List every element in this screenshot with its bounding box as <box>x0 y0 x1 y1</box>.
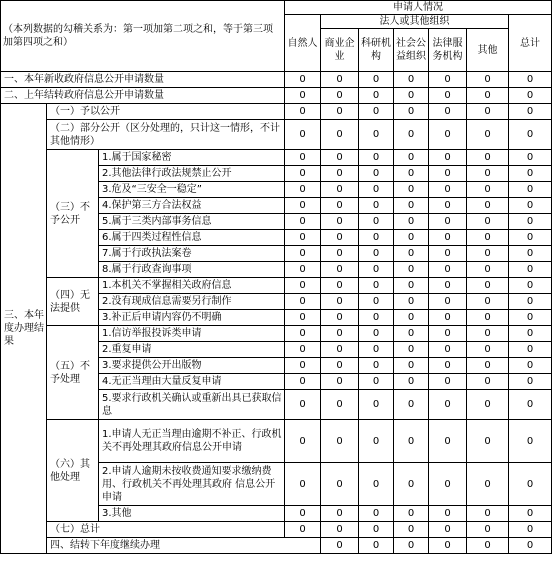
cell-value: 0 <box>285 166 321 182</box>
cell-value: 0 <box>429 294 467 310</box>
cell-value: 0 <box>394 278 429 294</box>
cell-value: 0 <box>509 326 552 342</box>
cell-value: 0 <box>285 120 321 150</box>
cell-value: 0 <box>359 310 394 326</box>
row-label: 2.没有现成信息需要另行制作 <box>99 294 285 310</box>
row-label: 3.补正后申请内容仍不明确 <box>99 310 285 326</box>
cell-value: 0 <box>321 214 359 230</box>
cell-value: 0 <box>321 342 359 358</box>
cell-value: 0 <box>429 522 467 538</box>
cell-value: 0 <box>467 104 509 120</box>
cell-value: 0 <box>509 374 552 390</box>
row-label: 7.属于行政执法案卷 <box>99 246 285 262</box>
cell-value: 0 <box>321 182 359 198</box>
cell-value: 0 <box>429 278 467 294</box>
cell-value: 0 <box>394 166 429 182</box>
cell-value: 0 <box>359 104 394 120</box>
cell-value: 0 <box>509 198 552 214</box>
cell-value: 0 <box>429 342 467 358</box>
cell-value: 0 <box>429 150 467 166</box>
cell-value: 0 <box>509 166 552 182</box>
cell-value: 0 <box>359 262 394 278</box>
cell-value: 0 <box>467 506 509 522</box>
row-label: 2.申请人逾期未按收费通知要求缴纳费用、行政机关不再处理其政府 信息公开申请 <box>99 463 285 506</box>
cell-value: 0 <box>509 420 552 463</box>
cell-value: 0 <box>467 230 509 246</box>
cell-value: 0 <box>509 246 552 262</box>
cell-value: 0 <box>509 522 552 538</box>
row-label: 8.属于行政查询事项 <box>99 262 285 278</box>
group-label: （五）不予处理 <box>47 326 99 420</box>
table-row <box>1 522 552 538</box>
cell-value: 0 <box>429 246 467 262</box>
cell-value: 0 <box>321 358 359 374</box>
cell-value: 0 <box>509 214 552 230</box>
cell-value: 0 <box>321 150 359 166</box>
row-label: 1.信访举报投诉类申请 <box>99 326 285 342</box>
cell-value: 0 <box>321 326 359 342</box>
cell-value: 0 <box>285 522 321 538</box>
cell-value: 0 <box>429 72 467 88</box>
cell-value: 0 <box>285 358 321 374</box>
cell-value: 0 <box>321 506 359 522</box>
cell-value: 0 <box>467 262 509 278</box>
row-label: 3.要求提供公开出版物 <box>99 358 285 374</box>
legal-service-header: 法律服务机构 <box>429 29 467 72</box>
cell-value: 0 <box>321 390 359 420</box>
research-header: 科研机构 <box>359 29 394 72</box>
cell-value: 0 <box>321 246 359 262</box>
cell-value: 0 <box>285 198 321 214</box>
row-label: （七）总计 <box>47 522 285 538</box>
cell-value: 0 <box>285 390 321 420</box>
cell-value: 0 <box>509 278 552 294</box>
cell-value: 0 <box>285 230 321 246</box>
cell-value: 0 <box>359 166 394 182</box>
row-label: 5.要求行政机关确认或重新出具已获取信息 <box>99 390 285 420</box>
cell-value: 0 <box>321 72 359 88</box>
cell-value: 0 <box>509 506 552 522</box>
cell-value: 0 <box>394 230 429 246</box>
cell-value: 0 <box>285 326 321 342</box>
cell-value: 0 <box>394 342 429 358</box>
cell-value: 0 <box>285 310 321 326</box>
table-row <box>1 88 552 104</box>
cell-value: 0 <box>321 166 359 182</box>
cell-value: 0 <box>467 246 509 262</box>
cell-value: 0 <box>359 150 394 166</box>
cell-value: 0 <box>394 310 429 326</box>
cell-value: 0 <box>394 120 429 150</box>
cell-value: 0 <box>467 72 509 88</box>
cell-value: 0 <box>467 342 509 358</box>
cell-value: 0 <box>467 522 509 538</box>
cell-value: 0 <box>509 390 552 420</box>
cell-value: 0 <box>394 538 429 554</box>
commercial-header: 商业企业 <box>321 29 359 72</box>
cell-value: 0 <box>359 522 394 538</box>
cell-value: 0 <box>394 463 429 506</box>
row-label: 4.保护第三方合法权益 <box>99 198 285 214</box>
cell-value: 0 <box>429 262 467 278</box>
cell-value: 0 <box>359 198 394 214</box>
cell-value: 0 <box>509 262 552 278</box>
cell-value: 0 <box>429 230 467 246</box>
cell-value: 0 <box>359 326 394 342</box>
cell-value: 0 <box>429 538 467 554</box>
cell-value: 0 <box>467 358 509 374</box>
cell-value: 0 <box>467 326 509 342</box>
cell-value: 0 <box>359 463 394 506</box>
row-label: 2.重复申请 <box>99 342 285 358</box>
cell-value: 0 <box>359 246 394 262</box>
cell-value: 0 <box>394 506 429 522</box>
group-label: （三）不予公开 <box>47 150 99 278</box>
applicant-info-header: 申请人情况 <box>285 1 552 15</box>
cell-value: 0 <box>285 88 321 104</box>
cell-value: 0 <box>321 278 359 294</box>
cell-value: 0 <box>359 230 394 246</box>
cell-value: 0 <box>429 463 467 506</box>
row-label: 3.其他 <box>99 506 285 522</box>
row-label: 一、本年新收政府信息公开申请数量 <box>1 72 285 88</box>
cell-value: 0 <box>285 506 321 522</box>
cell-value: 0 <box>359 374 394 390</box>
cell-value: 0 <box>394 150 429 166</box>
cell-value: 0 <box>394 72 429 88</box>
row-label: 6.属于四类过程性信息 <box>99 230 285 246</box>
row-label: （二）部分公开（区分处理的，只计这一情形，不计其他情形） <box>47 120 285 150</box>
row-label: 4.无正当理由大量反复申请 <box>99 374 285 390</box>
cell-value: 0 <box>359 506 394 522</box>
row-label: 2.其他法律行政法规禁止公开 <box>99 166 285 182</box>
cell-value: 0 <box>467 374 509 390</box>
cell-value: 0 <box>359 358 394 374</box>
cell-value: 0 <box>321 120 359 150</box>
cell-value: 0 <box>467 150 509 166</box>
cell-value: 0 <box>285 72 321 88</box>
cell-value: 0 <box>321 88 359 104</box>
cell-value: 0 <box>429 390 467 420</box>
row-label: 1.本机关不掌握相关政府信息 <box>99 278 285 294</box>
cell-value: 0 <box>429 120 467 150</box>
cell-value: 0 <box>394 88 429 104</box>
cell-value: 0 <box>429 310 467 326</box>
cell-value: 0 <box>359 214 394 230</box>
cell-value: 0 <box>509 230 552 246</box>
cell-value: 0 <box>285 150 321 166</box>
table-row <box>1 278 552 294</box>
cell-value: 0 <box>467 310 509 326</box>
cell-value: 0 <box>285 214 321 230</box>
table-row <box>1 72 552 88</box>
cell-value: 0 <box>285 278 321 294</box>
cell-value: 0 <box>509 182 552 198</box>
cell-value: 0 <box>359 182 394 198</box>
cell-value: 0 <box>394 262 429 278</box>
cell-value: 0 <box>509 294 552 310</box>
cell-value: 0 <box>285 374 321 390</box>
total-header: 总计 <box>509 15 552 72</box>
cell-value: 0 <box>359 390 394 420</box>
cell-value: 0 <box>467 294 509 310</box>
table-row <box>1 120 552 150</box>
cell-value: 0 <box>394 198 429 214</box>
cell-value: 0 <box>321 522 359 538</box>
row-label: 3.危及“三安全一稳定” <box>99 182 285 198</box>
cell-value: 0 <box>429 182 467 198</box>
cell-value: 0 <box>285 342 321 358</box>
row-label: 5.属于三类内部事务信息 <box>99 214 285 230</box>
group-label: （四）无法提供 <box>47 278 99 326</box>
row-label: 1.申请人无正当理由逾期不补正、行政机关不再处理其政府信息公开申请 <box>99 420 285 463</box>
cell-value: 0 <box>285 104 321 120</box>
cell-value: 0 <box>359 342 394 358</box>
cell-value: 0 <box>359 278 394 294</box>
cell-value: 0 <box>509 538 552 554</box>
cell-value: 0 <box>394 294 429 310</box>
cell-value: 0 <box>509 88 552 104</box>
cell-value: 0 <box>359 294 394 310</box>
cell-value: 0 <box>394 374 429 390</box>
cell-value: 0 <box>359 120 394 150</box>
cell-value: 0 <box>394 326 429 342</box>
table-note: （本列数据的勾稽关系为：第一项加第二项之和，等于第三项加第四项之和） <box>1 1 285 72</box>
cell-value: 0 <box>359 88 394 104</box>
cell-value: 0 <box>509 104 552 120</box>
cell-value: 0 <box>394 358 429 374</box>
other-header: 其他 <box>467 29 509 72</box>
cell-value: 0 <box>285 182 321 198</box>
row-label: 四、结转下年度继续办理 <box>47 538 321 554</box>
cell-value: 0 <box>467 120 509 150</box>
cell-value: 0 <box>429 506 467 522</box>
cell-value: 0 <box>429 166 467 182</box>
table-row <box>1 420 552 463</box>
table-row <box>1 538 552 554</box>
cell-value: 0 <box>321 104 359 120</box>
cell-value: 0 <box>285 420 321 463</box>
table-row <box>1 104 552 120</box>
cell-value: 0 <box>394 420 429 463</box>
row-label: （一）予以公开 <box>47 104 285 120</box>
cell-value: 0 <box>321 198 359 214</box>
cell-value: 0 <box>394 522 429 538</box>
cell-value: 0 <box>429 88 467 104</box>
cell-value: 0 <box>285 294 321 310</box>
cell-value: 0 <box>429 420 467 463</box>
row-label: 二、上年结转政府信息公开申请数量 <box>1 88 285 104</box>
social-header: 社会公益组织 <box>394 29 429 72</box>
cell-value: 0 <box>509 342 552 358</box>
cell-value: 0 <box>509 72 552 88</box>
cell-value: 0 <box>429 198 467 214</box>
cell-value: 0 <box>429 374 467 390</box>
cell-value: 0 <box>394 246 429 262</box>
table-row <box>1 150 552 166</box>
cell-value: 0 <box>321 294 359 310</box>
cell-value: 0 <box>467 420 509 463</box>
legal-group-header: 法人或其他组织 <box>321 15 509 29</box>
cell-value: 0 <box>285 246 321 262</box>
cell-value: 0 <box>394 214 429 230</box>
cell-value: 0 <box>467 390 509 420</box>
cell-value: 0 <box>321 463 359 506</box>
cell-value: 0 <box>321 420 359 463</box>
cell-value: 0 <box>359 420 394 463</box>
cell-value: 0 <box>321 374 359 390</box>
cell-value: 0 <box>359 538 394 554</box>
cell-value: 0 <box>429 104 467 120</box>
cell-value: 0 <box>321 230 359 246</box>
cell-value: 0 <box>394 182 429 198</box>
cell-value: 0 <box>285 262 321 278</box>
cell-value: 0 <box>467 88 509 104</box>
group-label: （六）其他处理 <box>47 420 99 522</box>
cell-value: 0 <box>394 104 429 120</box>
cell-value: 0 <box>509 463 552 506</box>
cell-value: 0 <box>509 358 552 374</box>
cell-value: 0 <box>285 463 321 506</box>
cell-value: 0 <box>429 358 467 374</box>
section-3-label: 三、本年度办理结果 <box>1 104 47 554</box>
cell-value: 0 <box>467 198 509 214</box>
table-row <box>1 326 552 342</box>
cell-value: 0 <box>509 310 552 326</box>
cell-value: 0 <box>467 214 509 230</box>
cell-value: 0 <box>467 463 509 506</box>
cell-value: 0 <box>509 150 552 166</box>
cell-value: 0 <box>321 262 359 278</box>
cell-value: 0 <box>321 538 359 554</box>
cell-value: 0 <box>509 120 552 150</box>
cell-value: 0 <box>429 326 467 342</box>
cell-value: 0 <box>359 72 394 88</box>
cell-value: 0 <box>467 166 509 182</box>
cell-value: 0 <box>467 182 509 198</box>
cell-value: 0 <box>394 390 429 420</box>
cell-value: 0 <box>467 538 509 554</box>
cell-value: 0 <box>321 310 359 326</box>
cell-value: 0 <box>429 214 467 230</box>
cell-value: 0 <box>467 278 509 294</box>
row-label: 1.属于国家秘密 <box>99 150 285 166</box>
natural-person-header: 自然人 <box>285 15 321 72</box>
